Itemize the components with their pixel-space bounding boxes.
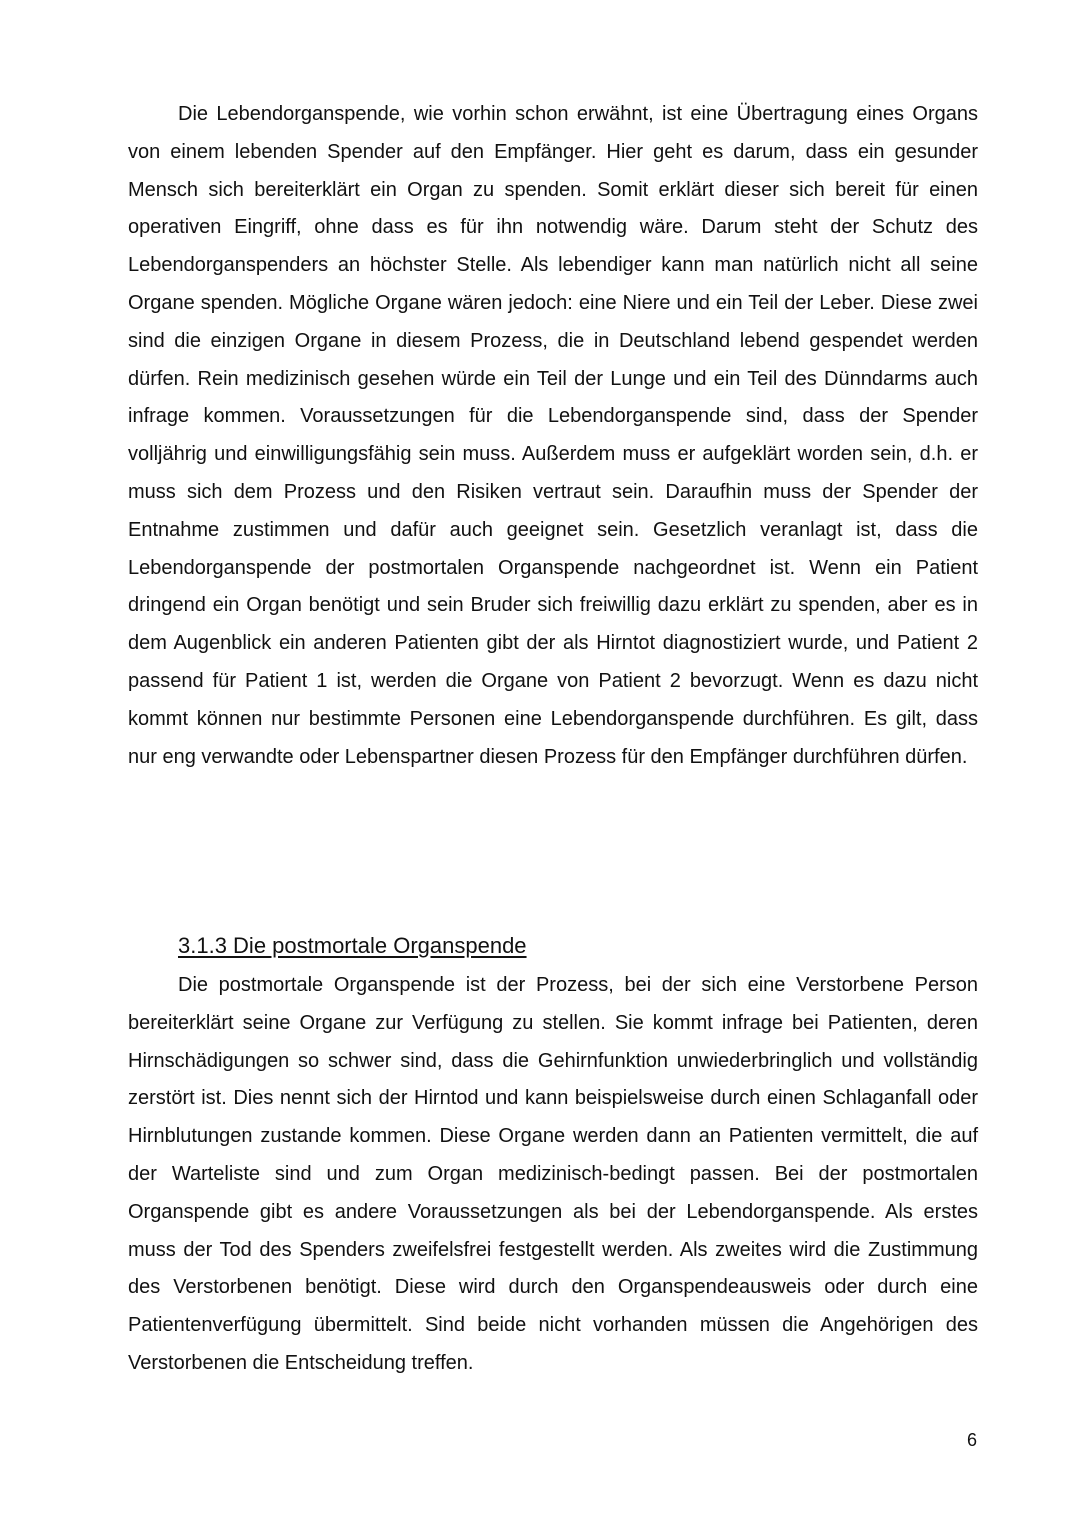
section-heading: 3.1.3 Die postmortale Organspende	[178, 933, 527, 958]
paragraph-lebendorganspende: Die Lebendorganspende, wie vorhin schon erwähnt, ist eine Übertragung eines Organs von einem lebenden Spender auf den Empfänger. Hier geht es darum, dass ein gesunder Mensch sich bereiterklärt ein Organ zu spenden. Somit erklärt dieser sich bereit für einen operativen Eingriff, ohne dass es für ihn notwendig wäre. Darum steht der Schutz des Lebendorganspenders an höchster Stelle. Als lebendiger kann man natürlich nicht all seine Organe spenden. Mögliche Organe wären jedoch: eine Niere und ein Teil der Leber. Diese zwei sind die einzigen Organe in diesem Prozess, die in Deutschland lebend gespendet werden dürfen. Rein medizinisch gesehen würde ein Teil der Lunge und ein Teil des Dünndarms auch infrage kommen. Voraussetzungen für die Lebendorganspende sind, dass der Spender volljährig und einwilligungsfähig sein muss. Außerdem muss er aufgeklärt worden sein, d.h. er muss sich dem Prozess und den Risiken vertraut sein. Daraufhin muss der Spender der Entnahme zustimmen und dafür auch geeignet sein. Gesetzlich veranlagt ist, dass die Lebendorganspende der postmortalen Organspende nachgeordnet ist. Wenn ein Patient dringend ein Organ benötigt und sein Bruder sich freiwillig dazu erklärt zu spenden, aber es in dem Augenblick ein anderen Patienten gibt der als Hirntot diagnostiziert wurde, und Patient 2 passend für Patient 1 ist, werden die Organe von Patient 2 bevorzugt. Wenn es dazu nicht kommt können nur bestimmte Personen eine Lebendorganspende durchführen. Es gilt, dass nur eng verwandte oder Lebenspartner diesen Prozess für den Empfänger durchführen dürfen.	[128, 103, 978, 768]
page-number: 6	[966, 1430, 977, 1450]
paragraph-postmortale-organspende: Die postmortale Organspende ist der Prozess, bei der sich eine Verstorbene Person bereiterklärt seine Organe zur Verfügung zu stellen. Sie kommt infrage bei Patienten, deren Hirnschädigungen so schwer sind, dass die Gehirnfunktion unwiederbringlich und vollständig zerstört ist. Dies nennt sich der Hirntod und kann beispielsweise durch einen Schlaganfall oder Hirnblutungen zustande kommen. Diese Organe werden dann an Patienten vermittelt, die auf der Warteliste sind und zum Organ medizinisch-bedingt passen. Bei der postmortalen Organspende gibt es andere Voraussetzungen als bei der Lebendorganspende. Als erstes muss der Tod des Spenders zweifelsfrei festgestellt werden. Als zweites wird die Zustimmung des Verstorbenen benötigt. Diese wird durch den Organspendeausweis oder durch eine Patientenverfügung übermittelt. Sind beide nicht vorhanden müssen die Angehörigen des Verstorbenen die Entscheidung treffen.	[128, 974, 978, 1374]
